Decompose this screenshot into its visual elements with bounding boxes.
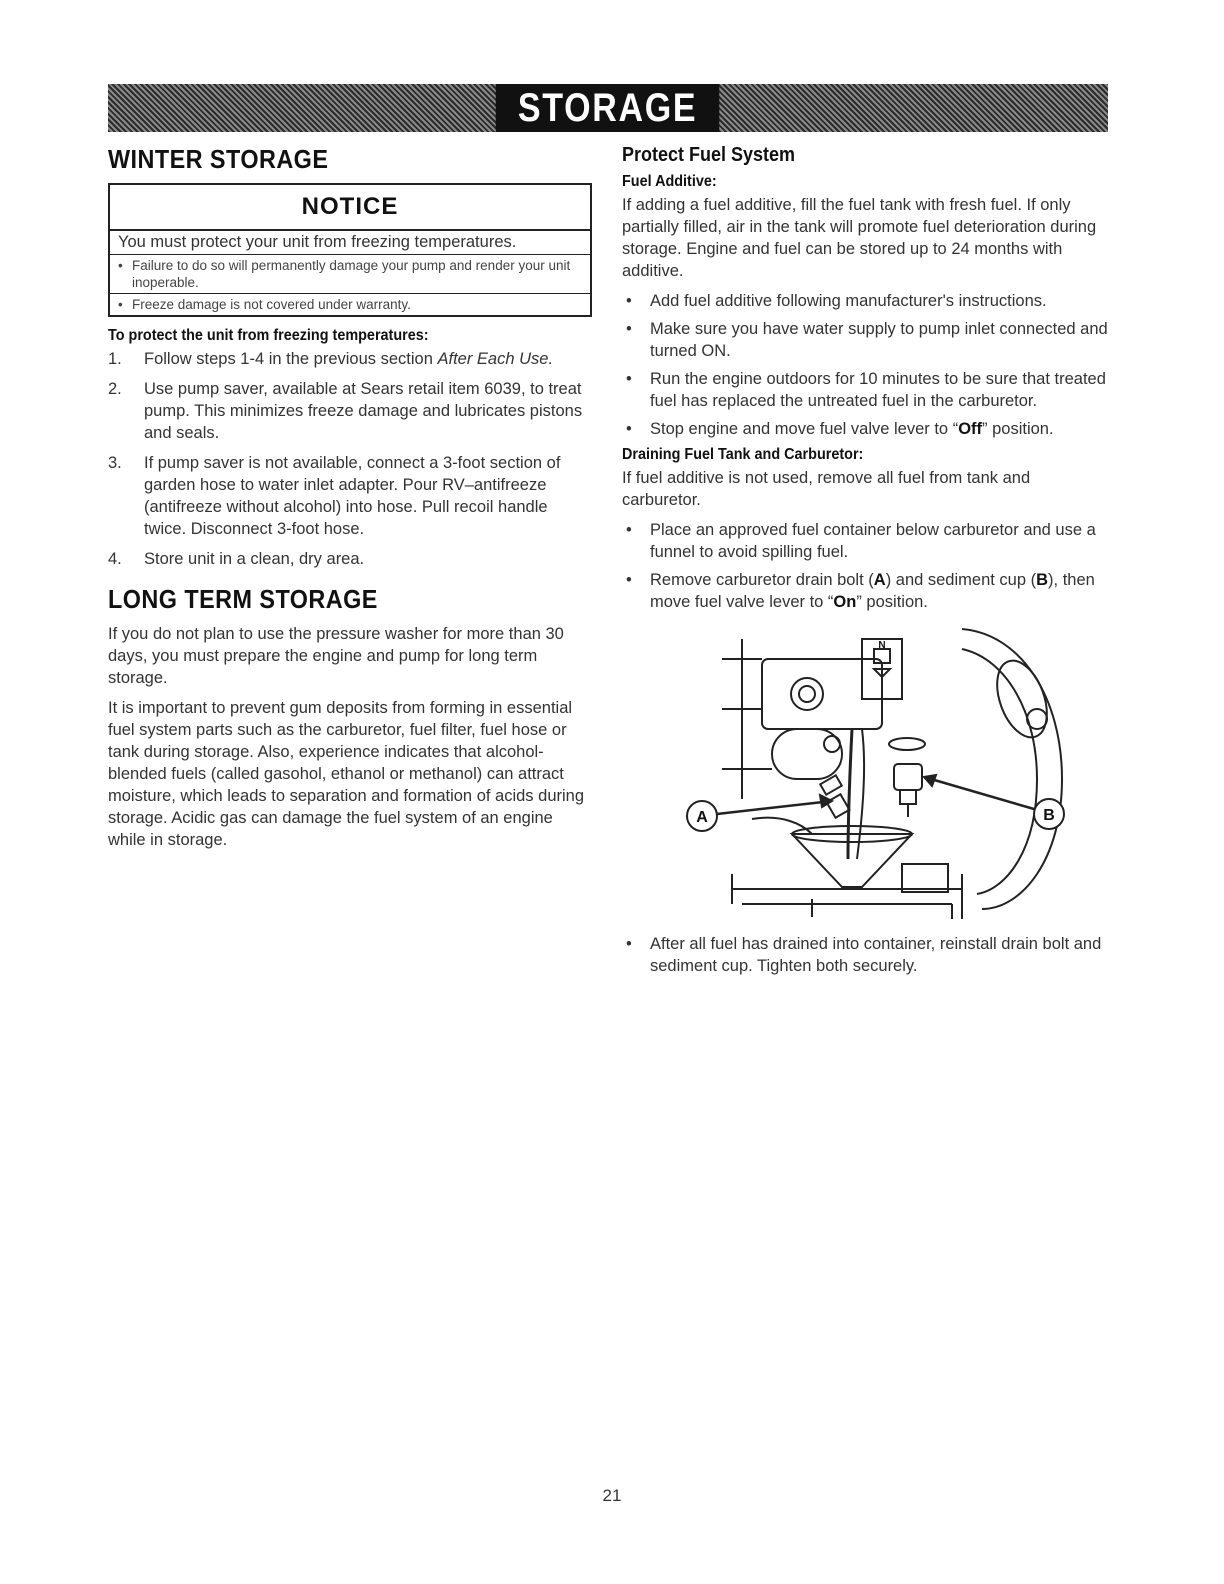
list-item: • Place an approved fuel container below carburetor and use a funnel to avoid spilling fuel. [622,519,1112,563]
protect-fuel-heading: Protect Fuel System [622,144,796,166]
draining-heading: Draining Fuel Tank and Carburetor: [622,446,864,463]
long-term-paragraph: It is important to prevent gum deposits from forming in essential fuel system parts such as the carburetor, fuel filter, fuel hose or tank during storage. Also, experience indicates that alcohol-blended fuels (called gasohol, ethanol or methanol) can attract moisture, which leads to separation and formation of acids during storage. Acidic gas can damage the fuel system of an engine while in storage. [108,699,585,849]
engine-housing-outline [962,629,1062,909]
list-item [622,418,1112,440]
bullet-text: ” position. [982,420,1054,438]
bold-term: A [873,571,886,589]
figure-label-a: A [696,809,708,826]
bold-term: On [833,593,857,611]
step-text: Store unit in a clean, dry area. [144,550,365,568]
carburetor-drain-figure [662,619,1082,919]
list-item [108,452,592,540]
list-item [622,569,1112,613]
list-item [108,548,592,570]
list-item [108,348,592,370]
bullet-text: ), then move fuel valve lever to “ [650,571,1095,611]
section-title: STORAGE [496,84,720,132]
winter-storage-heading: WINTER STORAGE [108,144,329,174]
list-item: • Run the engine outdoors for 10 minutes to be sure that treated fuel has replaced the untreated fuel in the carburetor. [622,368,1112,412]
notice-item: • Failure to do so will permanently damage your pump and render your unit inoperable. [110,255,590,293]
fuel-additive-heading: Fuel Additive: [622,173,717,190]
draining-bullet-list [622,519,1112,613]
list-item: • Make sure you have water supply to pump inlet connected and turned ON. [622,318,1112,362]
notice-box [108,183,592,317]
bullet-text: ) and sediment cup ( [885,571,1037,589]
notice-main-text: You must protect your unit from freezing temperatures. [110,231,590,255]
notice-list [110,255,590,315]
step-text: Use pump saver, available at Sears retail item 6039, to treat pump. This minimizes freeze damage and lubricates pistons and seals. [144,380,583,442]
additive-bullet-list [622,290,1112,440]
protect-unit-heading: To protect the unit from freezing temperatures: [108,327,429,344]
figure-label-b: B [1043,807,1055,824]
list-item: • After all fuel has drained into container, reinstall drain bolt and sediment cup. Tighten both securely. [622,933,1112,977]
step-emphasis: After Each Use. [437,350,554,368]
bullet-text: Remove carburetor drain bolt ( [650,571,874,589]
step-number: 3. [108,454,122,472]
page-number: 21 [602,1486,622,1505]
step-number: 4. [108,550,122,568]
bold-term: Off [958,420,983,438]
list-item: • Add fuel additive following manufacturer's instructions. [622,290,1112,312]
step-number: 2. [108,380,122,398]
right-column [622,144,1112,983]
draining-paragraph: If fuel additive is not used, remove all fuel from tank and carburetor. [622,469,1031,509]
step-text: If pump saver is not available, connect a 3-foot section of garden hose to water inlet adapter. Pour RV–antifreeze (antifreeze without alcohol) into hose. Pull recoil handle twice. Disconnect 3-foot hose. [144,454,561,538]
notice-item: • Freeze damage is not covered under warranty. [110,293,590,315]
notice-title: NOTICE [110,185,590,231]
fuel-additive-paragraph: If adding a fuel additive, fill the fuel tank with fresh fuel. If only partially filled, air in the tank will promote fuel deterioration during storage. Engine and fuel can be stored up to 24 months with additive. [622,196,1097,280]
bullet-text: ” position. [856,593,928,611]
valve-label: N [878,640,886,651]
long-term-paragraph: If you do not plan to use the pressure washer for more than 30 days, you must prepare the engine and pump for long term storage. [108,625,564,687]
step-text: Follow steps 1-4 in the previous section [144,350,438,368]
list-item [108,378,592,444]
step-number: 1. [108,350,122,368]
long-term-storage-heading: LONG TERM STORAGE [108,584,378,614]
winter-steps-list [108,348,592,570]
sediment-cup-b [889,738,925,817]
section-banner [108,84,1108,132]
bullet-text: Stop engine and move fuel valve lever to “ [650,420,959,438]
left-column [108,144,592,859]
bold-term: B [1036,571,1049,589]
final-bullet-list [622,933,1112,977]
